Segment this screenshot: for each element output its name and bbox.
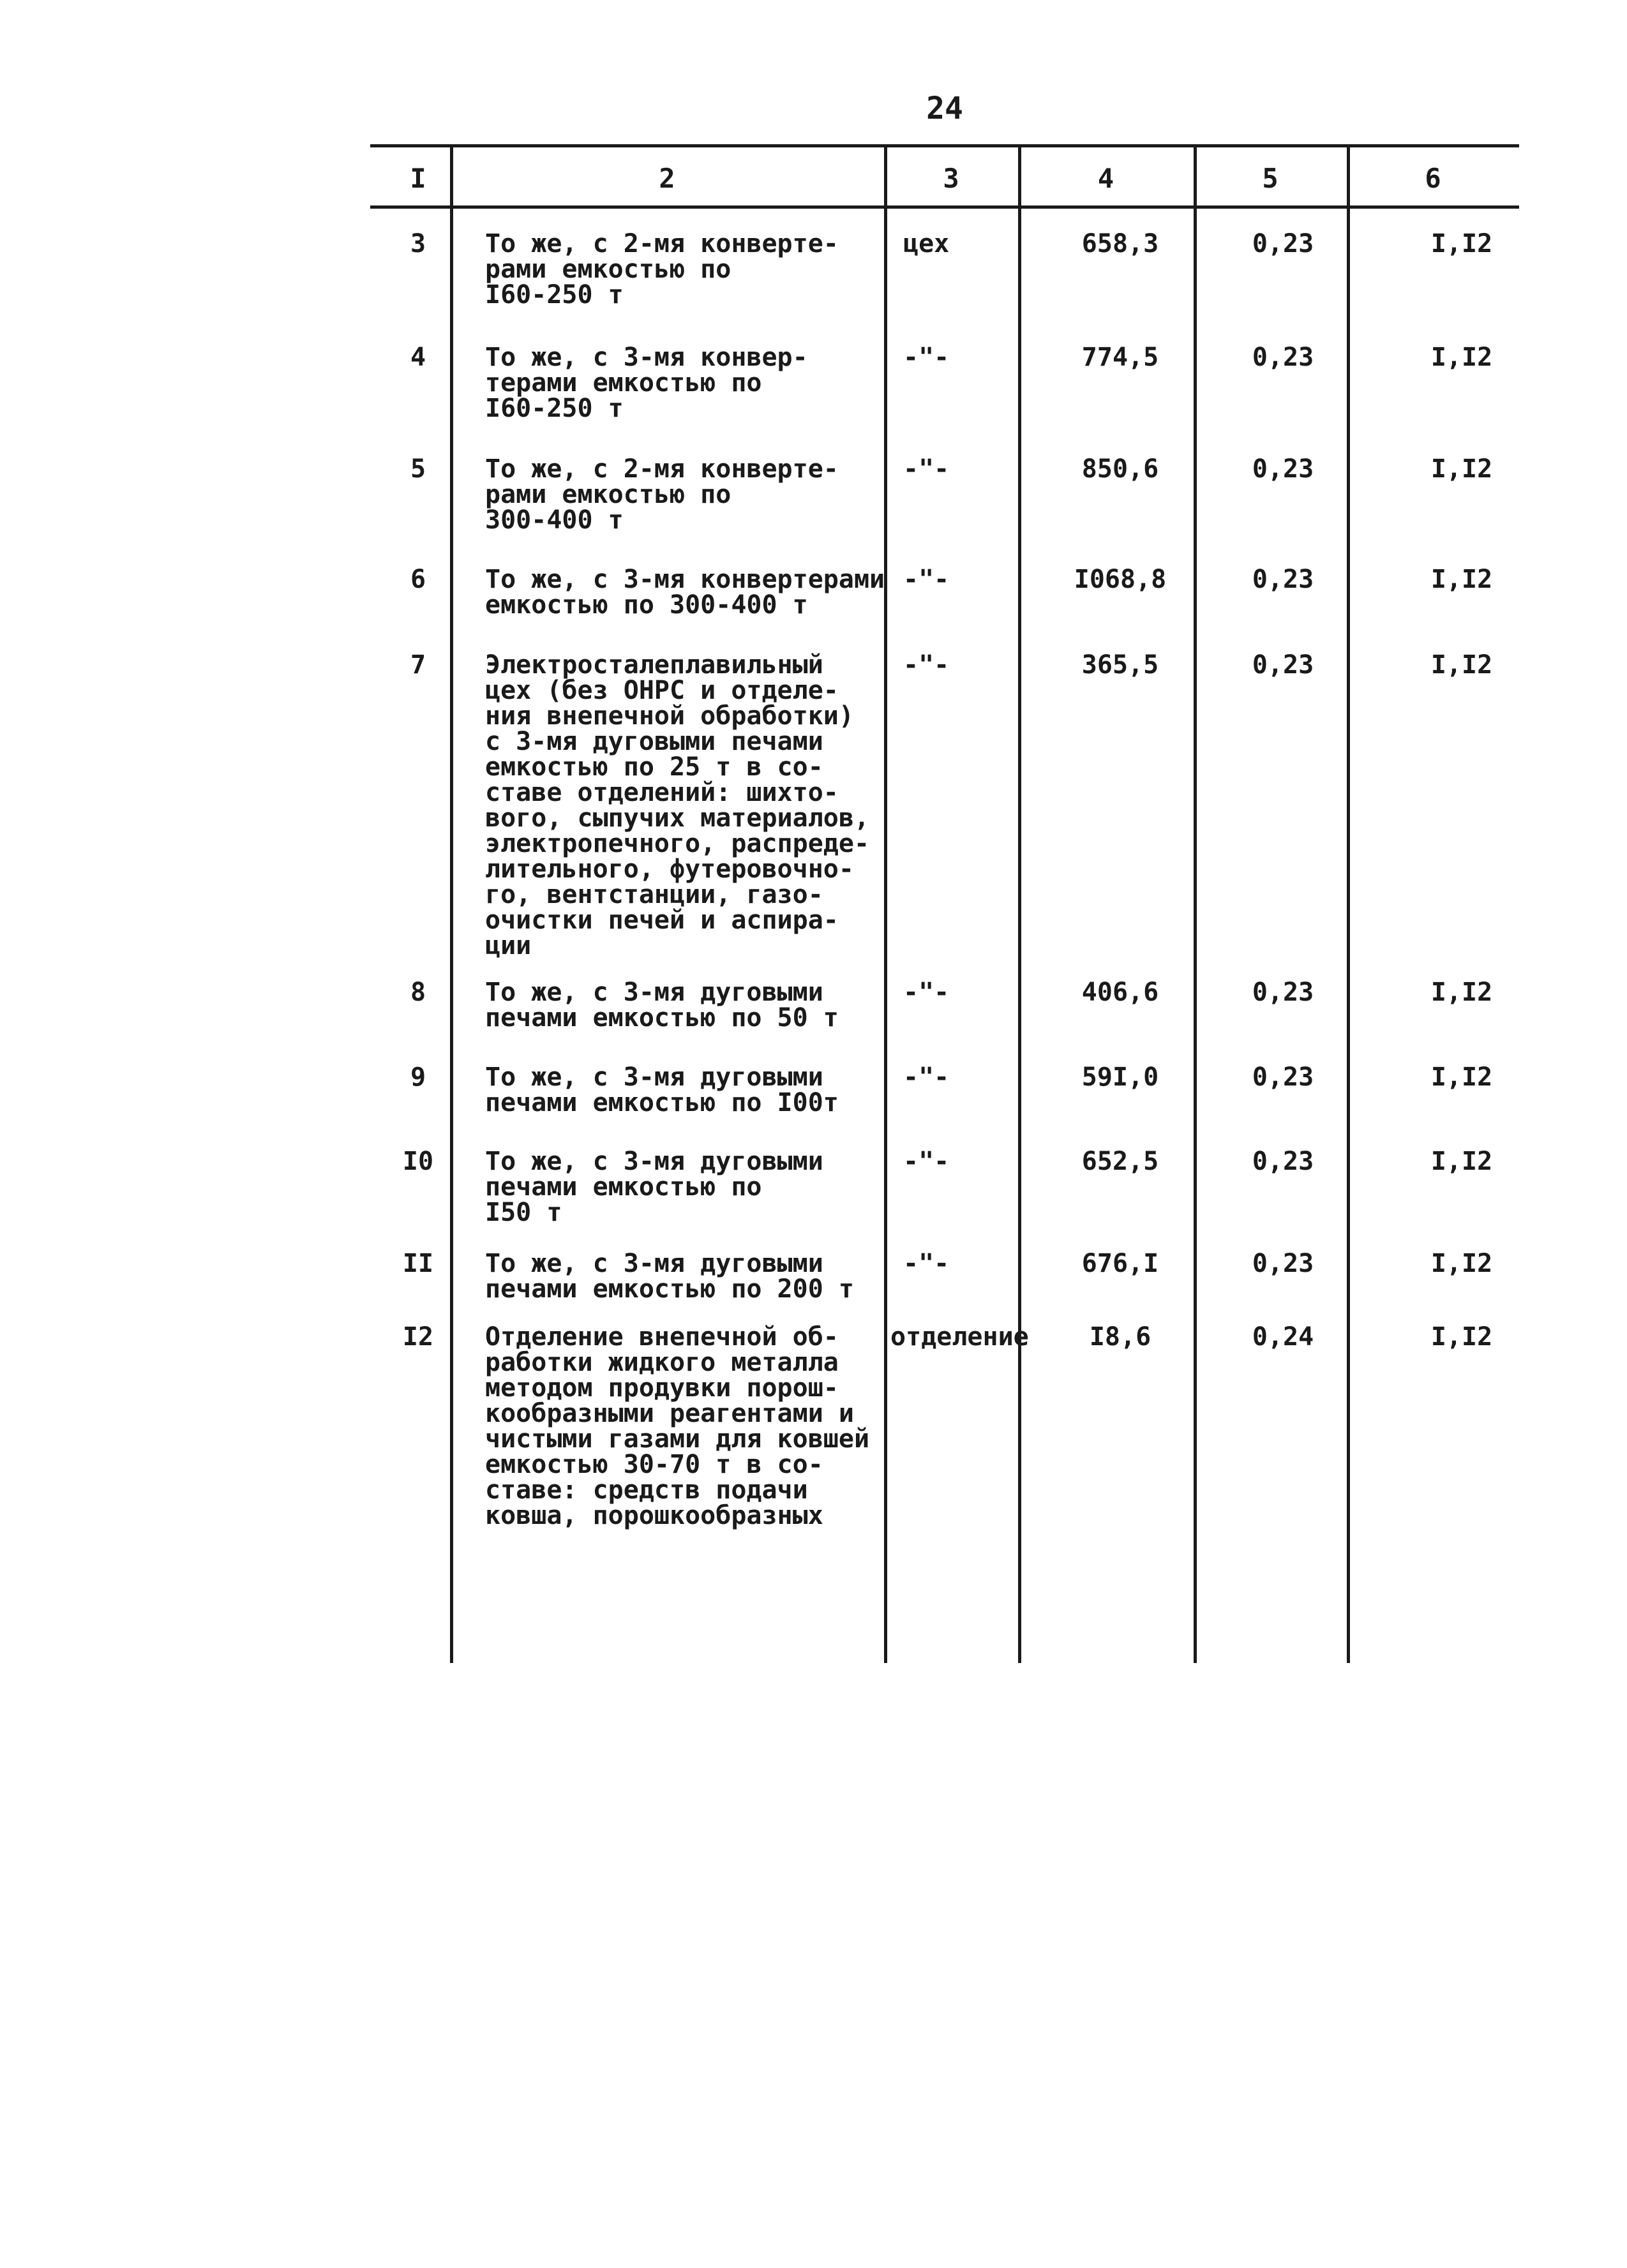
column-divider-1 (450, 144, 453, 1663)
row-value: 658,3 (1081, 229, 1159, 258)
row-unit: -"- (903, 1063, 950, 1092)
row-references: I,I2 (1430, 229, 1493, 258)
row-unit: -"- (903, 343, 950, 372)
row-unit: -"- (903, 565, 950, 594)
row-number: 4 (410, 343, 426, 372)
row-description: Электросталеплавильный цех (без ОНРС и отделе- ния внепечной обработки) с 3-мя дуговыми печами емкостью по 25 т в со- ставе отделений: шихто- вого, сыпучих материалов, электропечного, распреде- лительного, футеровочно- го, вентстанции, газо- очистки печей и аспира- ции (485, 650, 870, 960)
row-value: I8,6 (1089, 1322, 1151, 1352)
row-value: 365,5 (1081, 650, 1159, 680)
row-coefficient: 0,23 (1252, 650, 1314, 680)
header-col-4: 4 (1097, 163, 1114, 194)
row-description: То же, с 3-мя дуговыми печами емкостью по I00т (485, 1063, 839, 1117)
row-value: I068,8 (1074, 565, 1167, 594)
row-unit: -"- (903, 454, 950, 484)
row-references: I,I2 (1430, 1147, 1493, 1176)
row-coefficient: 0,23 (1252, 454, 1314, 484)
row-value: 774,5 (1081, 343, 1159, 372)
row-description: То же, с 3-мя конвертерами емкостью по 300-400 т (485, 565, 885, 620)
row-number: I2 (402, 1322, 434, 1352)
row-number: 7 (410, 650, 426, 680)
row-coefficient: 0,24 (1252, 1322, 1314, 1352)
row-references: I,I2 (1430, 1322, 1493, 1352)
row-number: 5 (410, 454, 426, 484)
header-col-6: 6 (1425, 163, 1441, 194)
row-coefficient: 0,23 (1252, 1147, 1314, 1176)
page-number: 24 (926, 91, 963, 126)
column-divider-5 (1347, 144, 1350, 1663)
column-divider-4 (1194, 144, 1197, 1663)
row-description: То же, с 3-мя дуговыми печами емкостью по 200 т (485, 1249, 854, 1304)
row-references: I,I2 (1430, 650, 1493, 680)
row-value: 59I,0 (1081, 1063, 1159, 1092)
row-references: I,I2 (1430, 978, 1493, 1007)
row-description: То же, с 3-мя конвер- терами емкостью по I60-250 т (485, 343, 808, 423)
header-col-2: 2 (659, 163, 675, 194)
header-col-1: I (410, 163, 426, 194)
row-references: I,I2 (1430, 343, 1493, 372)
column-divider-3 (1018, 144, 1021, 1663)
row-unit: -"- (903, 1249, 950, 1278)
row-coefficient: 0,23 (1252, 1249, 1314, 1278)
header-col-5: 5 (1262, 163, 1278, 194)
row-number: I0 (402, 1147, 434, 1176)
row-unit: -"- (903, 650, 950, 680)
row-references: I,I2 (1430, 1063, 1493, 1092)
row-value: 406,6 (1081, 978, 1159, 1007)
row-unit: -"- (903, 978, 950, 1007)
row-number: 9 (410, 1063, 426, 1092)
row-unit: отделение (890, 1322, 1029, 1352)
row-coefficient: 0,23 (1252, 343, 1314, 372)
row-value: 652,5 (1081, 1147, 1159, 1176)
row-unit: -"- (903, 1147, 950, 1176)
row-description: Отделение внепечной об- работки жидкого металла методом продувки порош- кообразными реагентами и чистыми газами для ковшей емкостью 30-70 т в со- ставе: средств подачи ковша, порошкообразных (485, 1322, 870, 1530)
row-number: 8 (410, 978, 426, 1007)
row-value: 676,I (1081, 1249, 1159, 1278)
row-references: I,I2 (1430, 1249, 1493, 1278)
row-coefficient: 0,23 (1252, 1063, 1314, 1092)
row-description: То же, с 2-мя конверте- рами емкостью по 300-400 т (485, 454, 839, 535)
row-coefficient: 0,23 (1252, 978, 1314, 1007)
row-coefficient: 0,23 (1252, 229, 1314, 258)
header-col-3: 3 (943, 163, 959, 194)
row-value: 850,6 (1081, 454, 1159, 484)
row-references: I,I2 (1430, 454, 1493, 484)
row-coefficient: 0,23 (1252, 565, 1314, 594)
row-description: То же, с 2-мя конверте- рами емкостью по I60-250 т (485, 229, 839, 310)
row-number: 3 (410, 229, 426, 258)
row-number: 6 (410, 565, 426, 594)
row-unit: цех (903, 229, 950, 258)
row-description: То же, с 3-мя дуговыми печами емкостью по 50 т (485, 978, 839, 1033)
row-references: I,I2 (1430, 565, 1493, 594)
row-description: То же, с 3-мя дуговыми печами емкостью по I50 т (485, 1147, 823, 1227)
row-number: II (402, 1249, 434, 1278)
